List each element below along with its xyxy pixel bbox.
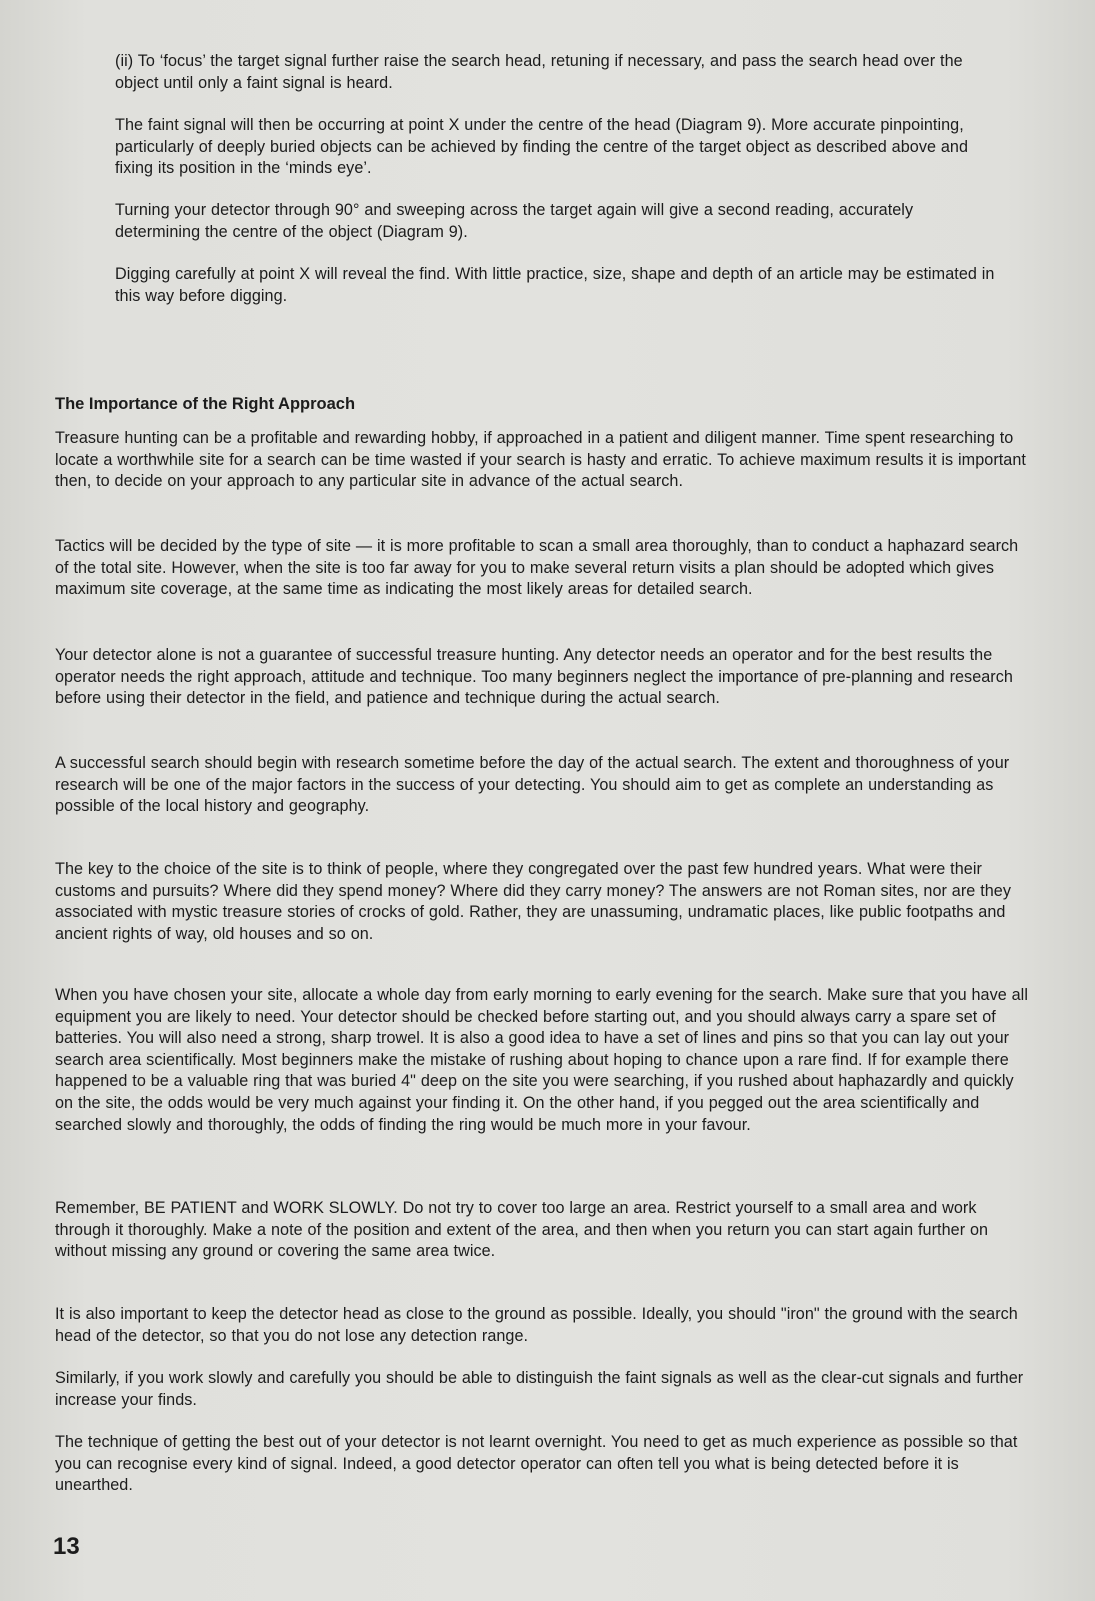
turning-detector-paragraph: Turning your detector through 90° and sweeping across the target again will give a second reading, accurately determining the centre of the object (Diagram 9).: [115, 201, 914, 241]
faint-signal-paragraph: The faint signal will then be occurring at point X under the centre of the head (Diagram 9). More accurate pinpointing, particularly of deeply buried objects can be achieved by finding the centre of the target object as described above and fixing its position in the ‘minds eye’.: [115, 116, 969, 178]
body-paragraph: Treasure hunting can be a profitable and rewarding hobby, if approached in a patient and diligent manner. Time spent researching to locate a worthwhile site for a search can be time wasted if your search is hasty and erratic. To achieve maximum results it is important then, to decide on your approach to any particular site in advance of the actual search.: [55, 429, 1026, 491]
body-paragraph: A successful search should begin with research sometime before the day of the actual search. The extent and thoroughness of your research will be one of the major factors in the success of your detecting. You should aim to get as complete an understanding as possible of the local history and geography.: [55, 754, 1010, 816]
body-paragraph: Remember, BE PATIENT and WORK SLOWLY. Do not try to cover too large an area. Restrict yourself to a small area and work through it thoroughly. Make a note of the position and extent of the area, and then when you return you can start again further on without missing any ground or covering the same area twice.: [55, 1199, 989, 1261]
section-heading: The Importance of the Right Approach: [55, 395, 356, 413]
digging-paragraph: Digging carefully at point X will reveal the find. With little practice, size, shape and depth of an article may be estimated in this way before digging.: [115, 265, 995, 305]
body-paragraph: Your detector alone is not a guarantee of successful treasure hunting. Any detector needs an operator and for the best results the operator needs the right approach, attitude and technique. Too many beginners neglect the importance of pre-planning and research before using their detector in the field, and patience and technique during the actual search.: [55, 646, 1013, 708]
body-paragraph: The technique of getting the best out of your detector is not learnt overnight. You need to get as much experience as possible so that you can recognise every kind of signal. Indeed, a good detector operator can often tell you what is being detected before it is unearthed.: [55, 1433, 1018, 1495]
body-paragraph: It is also important to keep the detector head as close to the ground as possible. Ideally, you should "iron" the ground with the search head of the detector, so that you do not lose any detection range.: [55, 1305, 1018, 1345]
page-number: 13: [53, 1533, 80, 1560]
body-paragraph: When you have chosen your site, allocate a whole day from early morning to early evening for the search. Make sure that you have all equipment you are likely to need. Your detector should be checked before starting out, and you should always carry a spare set of batteries. You will also need a strong, sharp trowel. It is also a good idea to have a set of lines and pins so that you can lay out your search area scientifically. Most beginners make the mistake of rushing about hoping to chance upon a rare find. If for example there happened to be a valuable ring that was buried 4" deep on the site you were searching, if you rushed about haphazardly and quickly on the site, the odds would be very much against your finding it. On the other hand, if you pegged out the area scientifically and searched slowly and thoroughly, the odds of finding the ring would be much more in your favour.: [55, 986, 1028, 1134]
body-paragraph: Similarly, if you work slowly and carefully you should be able to distinguish the faint signals as well as the clear-cut signals and further increase your finds.: [55, 1369, 1024, 1409]
body-paragraph: Tactics will be decided by the type of site — it is more profitable to scan a small area thoroughly, than to conduct a haphazard search of the total site. However, when the site is too far away for you to make several return visits a plan should be adopted which gives maximum site coverage, at the same time as indicating the most likely areas for detailed search.: [55, 537, 1019, 599]
focus-step-paragraph: (ii) To ‘focus’ the target signal further raise the search head, retuning if necessary, and pass the search head over the object until only a faint signal is heard.: [115, 52, 963, 92]
body-paragraph: The key to the choice of the site is to think of people, where they congregated over the past few hundred years. What were their customs and pursuits? Where did they spend money? Where did they carry money? The answers are not Roman sites, nor are they associated with mystic treasure stories of crocks of gold. Rather, they are unassuming, undramatic places, like public footpaths and ancient rights of way, old houses and so on.: [55, 860, 1011, 943]
